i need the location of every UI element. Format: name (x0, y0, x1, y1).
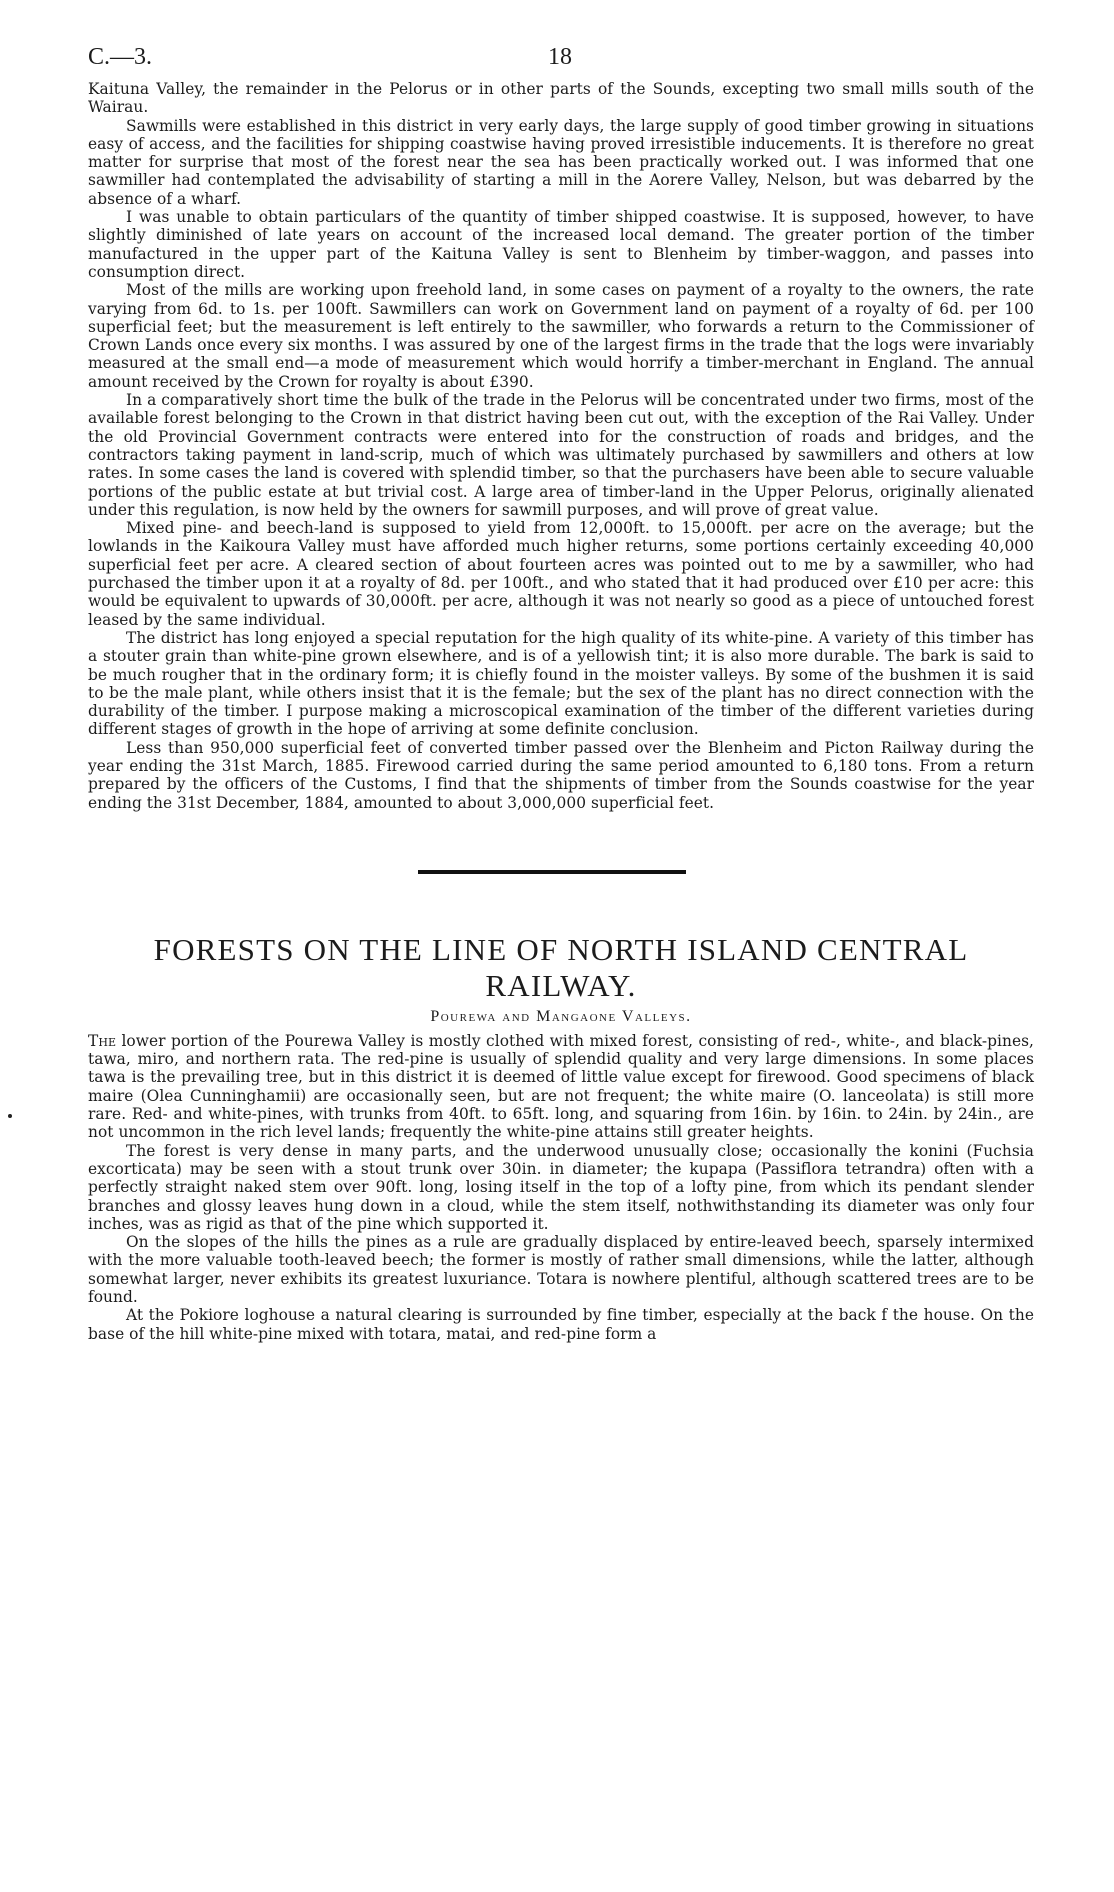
page-number: 18 (548, 44, 572, 70)
paragraph: The district has long enjoyed a special reputation for the high quality of its white-pine. A variety of this timber has a stouter grain than white-pine grown elsewhere, and is of a yellowish tint; it is also more durable. The bark is said to be much rougher that in the ordinary form; it is chiefly found in the moister valleys. By some of the bushmen it is said to be the male plant, while others insist that it is the female; but the sex of the plant has no direct connection with the durability of the timber. I purpose making a microscopical examination of the timber of the different varieties during different stages of growth in the hope of arriving at some definite conclusion. (88, 628, 1034, 739)
margin-dot (8, 1114, 12, 1118)
lead-word: The (88, 1031, 117, 1050)
paragraph: Most of the mills are working upon freehold land, in some cases on payment of a royalty to the owners, the rate varying from 6d. to 1s. per 100ft. Sawmillers can work on Government land on payment of a royalty of 6d. per 100 superficial feet; but the measurement is left entirely to the sawmiller, who forwards a return to the Commissioner of Crown Lands once every six months. I was assured by one of the largest firms in the trade that the logs were invariably measured at the small end—a mode of measurement which would horrify a timber-merchant in England. The annual amount received by the Crown for royalty is about £390. (88, 281, 1034, 391)
paragraph: On the slopes of the hills the pines as a rule are gradually displaced by entire-leaved beech, sparsely intermixed with the more valuable tooth-leaved beech; the former is mostly of rather small dimensions, while the latter, although somewhat larger, never exhibits its greatest luxuriance. Totara is nowhere plentiful, although scattered trees are to be found. (88, 1233, 1034, 1307)
page (88, 40, 1034, 1343)
section-forests (88, 1032, 1034, 1343)
paragraph-text: lower portion of the Pourewa Valley is mostly clothed with mixed forest, consisting of red-, white-, and black-pines, tawa, miro, and northern rata. The red-pine is usually of splendid quality and very large dimensions. In some places tawa is the prevailing tree, but in this district it is deemed of little value except for firewood. Good specimens of black maire (Olea Cunninghamii) are occasionally seen, but are not frequent; the white maire (O. lanceolata) is still more rare. Red- and white-pines, with trunks from 40ft. to 65ft. long, and squaring from 16in. by 16in. to 24in. by 24in., are not uncommon in the rich level lands; frequently the white-pine attains still greater heights. (88, 1031, 1034, 1142)
divider-rule (418, 870, 686, 874)
section-sawmills (88, 80, 1034, 812)
paragraph: In a comparatively short time the bulk of the trade in the Pelorus will be concentrated under two firms, most of the available forest belonging to the Crown in that district having been cut out, with the exception of the Rai Valley. Under the old Provincial Government contracts were entered into for the construction of roads and bridges, and the contractors taking payment in land-scrip, much of which was ultimately purchased by sawmillers and others at low rates. In some cases the land is covered with splendid timber, so that the purchasers have been able to secure valuable portions of the public estate at but trivial cost. A large area of timber-land in the Upper Pelorus, originally alienated under this regulation, is now held by the owners for sawmill purposes, and will prove of great value. (88, 391, 1034, 519)
document-reference: C.—3. (88, 44, 153, 70)
paragraph: Sawmills were established in this district in very early days, the large supply of good timber growing in situations easy of access, and the facilities for shipping coastwise having proved irresistible inducements. It is therefore no great matter for surprise that most of the forest near the sea has been practically worked out. I was informed that one sawmiller had contemplated the advisability of starting a mill in the Aorere Valley, Nelson, but was debarred by the absence of a wharf. (88, 116, 1034, 208)
paragraph: At the Pokiore loghouse a natural clearing is surrounded by fine timber, especially at the back f the house. On the base of the hill white-pine mixed with totara, matai, and red-pine form a (88, 1306, 1034, 1343)
section-divider (88, 812, 1034, 932)
page-header (88, 40, 1034, 80)
section-title: FORESTS ON THE LINE OF NORTH ISLAND CENTRAL RAILWAY. (153, 931, 969, 1003)
paragraph: Kaituna Valley, the remainder in the Pelorus or in other parts of the Sounds, excepting two small mills south of the Wairau. (88, 80, 1034, 117)
paragraph: Less than 950,000 superficial feet of converted timber passed over the Blenheim and Picton Railway during the year ending the 31st March, 1885. Firewood carried during the same period amounted to 6,180 tons. From a return prepared by the officers of the Customs, I find that the shipments of timber from the Sounds coastwise for the year ending the 31st December, 1884, amounted to about 3,000,000 superficial feet. (88, 738, 1034, 812)
paragraph: The forest is very dense in many parts, and the underwood unusually close; occasionally the konini (Fuchsia excorticata) may be seen with a stout trunk over 30in. in diameter; the kupapa (Passiflora tetrandra) often with a perfectly straight naked stem over 90ft. long, losing itself in the top of a lofty pine, from which its pendant slender branches and glossy leaves hung down in a cloud, while the stem itself, nothwithstanding its diameter was only four inches, was as rigid as that of the pine which supported it. (88, 1141, 1034, 1233)
paragraph (88, 1032, 1034, 1142)
section-subtitle: Pourewa and Mangaone Valleys. (430, 1007, 692, 1025)
paragraph: Mixed pine- and beech-land is supposed to yield from 12,000ft. to 15,000ft. per acre on the average; but the lowlands in the Kaikoura Valley must have afforded much higher returns, some portions certainly exceeding 40,000 superficial feet per acre. A cleared section of about fourteen acres was pointed out to me by a sawmiller, who had purchased the timber upon it at a royalty of 8d. per 100ft., and who stated that it had produced over £10 per acre: this would be equivalent to upwards of 30,000ft. per acre, although it was not nearly so good as a piece of untouched forest leased by the same individual. (88, 519, 1034, 629)
paragraph: I was unable to obtain particulars of the quantity of timber shipped coastwise. It is supposed, however, to have slightly diminished of late years on account of the increased local demand. The greater portion of the timber manufactured in the upper part of the Kaituna Valley is sent to Blenheim by timber-waggon, and passes into consumption direct. (88, 208, 1034, 281)
